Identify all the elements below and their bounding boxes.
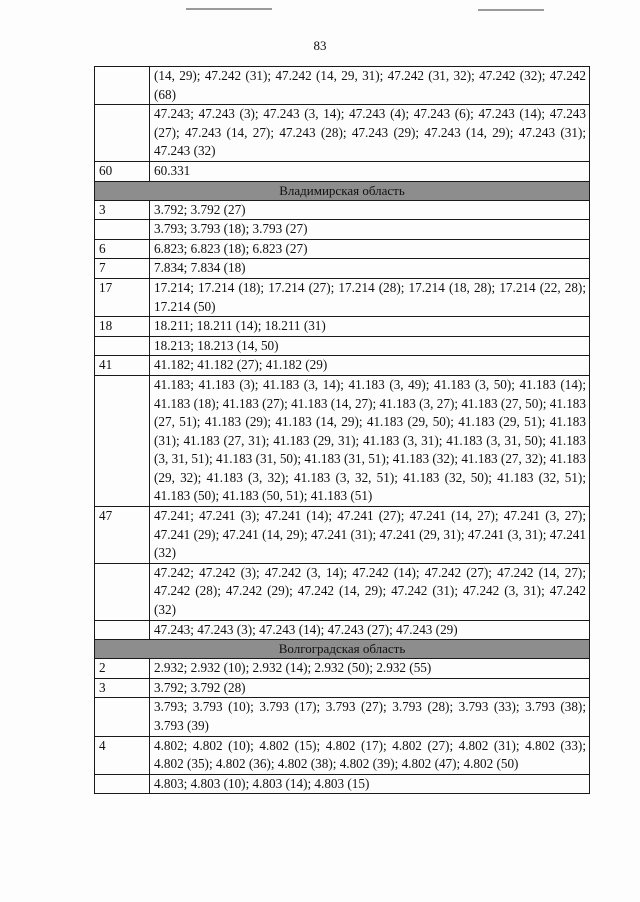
table-row (95, 336, 590, 356)
codes-cell: 18.213; 18.213 (14, 50) (150, 336, 590, 356)
code-cell: 2 (95, 659, 150, 679)
table-row (95, 220, 590, 240)
code-cell: 7 (95, 259, 150, 279)
table-row (95, 678, 590, 698)
code-cell: 18 (95, 317, 150, 337)
table-row (95, 239, 590, 259)
codes-cell: 3.793; 3.793 (10); 3.793 (17); 3.793 (27); 3.793 (28); 3.793 (33); 3.793 (38); 3.793 (39) (150, 698, 590, 736)
table-row (95, 563, 590, 620)
code-cell (95, 336, 150, 356)
code-cell: 3 (95, 678, 150, 698)
codes-cell: 3.793; 3.793 (18); 3.793 (27) (150, 220, 590, 240)
region-header: Владимирская область (95, 181, 590, 200)
table-row (95, 356, 590, 376)
region-header: Волгоградская область (95, 640, 590, 659)
codes-cell: 60.331 (150, 161, 590, 181)
code-cell: 17 (95, 278, 150, 316)
code-cell: 60 (95, 161, 150, 181)
codes-cell: 17.214; 17.214 (18); 17.214 (27); 17.214 (28); 17.214 (18, 28); 17.214 (22, 28); 17.214 (50) (150, 278, 590, 316)
table-row (95, 698, 590, 736)
codes-cell: 4.803; 4.803 (10); 4.803 (14); 4.803 (15) (150, 774, 590, 794)
code-cell: 47 (95, 507, 150, 564)
table-row (95, 278, 590, 316)
page-number: 83 (313, 38, 327, 53)
codes-cell: 47.243; 47.243 (3); 47.243 (3, 14); 47.243 (4); 47.243 (6); 47.243 (14); 47.243 (27); 47.243 (14, 27); 47.243 (28); 47.243 (29); 47.243 (14, 29); 47.243 (31); 47.243 (32) (150, 105, 590, 162)
code-cell (95, 220, 150, 240)
code-cell: 41 (95, 356, 150, 376)
codes-cell: 7.834; 7.834 (18) (150, 259, 590, 279)
table-row (95, 659, 590, 679)
codes-table (94, 66, 590, 794)
codes-cell: 41.182; 41.182 (27); 41.182 (29) (150, 356, 590, 376)
codes-cell: 3.792; 3.792 (28) (150, 678, 590, 698)
codes-cell: 47.241; 47.241 (3); 47.241 (14); 47.241 (27); 47.241 (14, 27); 47.241 (3, 27); 47.241 (29); 47.241 (14, 29); 47.241 (31); 47.241 (29, 31); 47.241 (3, 31); 47.241 (32) (150, 507, 590, 564)
codes-cell: 2.932; 2.932 (10); 2.932 (14); 2.932 (50); 2.932 (55) (150, 659, 590, 679)
code-cell (95, 563, 150, 620)
code-cell: 4 (95, 736, 150, 774)
code-cell (95, 620, 150, 640)
scan-artifact-left (186, 8, 272, 10)
code-cell (95, 67, 150, 105)
table-row (95, 161, 590, 181)
codes-cell: 47.243; 47.243 (3); 47.243 (14); 47.243 (27); 47.243 (29) (150, 620, 590, 640)
codes-cell: 18.211; 18.211 (14); 18.211 (31) (150, 317, 590, 337)
table-row (95, 774, 590, 794)
table-row (95, 375, 590, 506)
table-row (95, 259, 590, 279)
region-header-row (95, 640, 590, 659)
region-header-row (95, 181, 590, 200)
table-row (95, 200, 590, 220)
codes-cell: 6.823; 6.823 (18); 6.823 (27) (150, 239, 590, 259)
codes-cell: (14, 29); 47.242 (31); 47.242 (14, 29, 31); 47.242 (31, 32); 47.242 (32); 47.242 (68) (150, 67, 590, 105)
codes-cell: 3.792; 3.792 (27) (150, 200, 590, 220)
code-cell (95, 698, 150, 736)
codes-cell: 41.183; 41.183 (3); 41.183 (3, 14); 41.183 (3, 49); 41.183 (3, 50); 41.183 (14); 41.183 (18); 41.183 (27); 41.183 (14, 27); 41.183 (3, 27); 41.183 (27, 50); 41.183 (27, 51); 41.183 (29); 41.183 (14, 29); 41.183 (29, 50); 41.183 (29, 51); 41.183 (31); 41.183 (27, 31); 41.183 (29, 31); 41.183 (3, 31); 41.183 (3, 31, 50); 41.183 (3, 31, 51); 41.183 (31, 50); 41.183 (31, 51); 41.183 (32); 41.183 (27, 32); 41.183 (29, 32); 41.183 (3, 32); 41.183 (3, 32, 51); 41.183 (32, 50); 41.183 (32, 51); 41.183 (50); 41.183 (50, 51); 41.183 (51) (150, 375, 590, 506)
table-row (95, 736, 590, 774)
table-row (95, 67, 590, 105)
codes-cell: 4.802; 4.802 (10); 4.802 (15); 4.802 (17); 4.802 (27); 4.802 (31); 4.802 (33); 4.802 (35); 4.802 (36); 4.802 (38); 4.802 (39); 4.802 (47); 4.802 (50) (150, 736, 590, 774)
table-row (95, 317, 590, 337)
table-row (95, 620, 590, 640)
scan-artifact-right (478, 9, 544, 11)
code-cell (95, 774, 150, 794)
code-cell (95, 375, 150, 506)
code-cell: 6 (95, 239, 150, 259)
codes-cell: 47.242; 47.242 (3); 47.242 (3, 14); 47.242 (14); 47.242 (27); 47.242 (14, 27); 47.242 (28); 47.242 (29); 47.242 (14, 29); 47.242 (31); 47.242 (3, 31); 47.242 (32) (150, 563, 590, 620)
code-cell: 3 (95, 200, 150, 220)
table-row (95, 105, 590, 162)
code-cell (95, 105, 150, 162)
table-row (95, 507, 590, 564)
